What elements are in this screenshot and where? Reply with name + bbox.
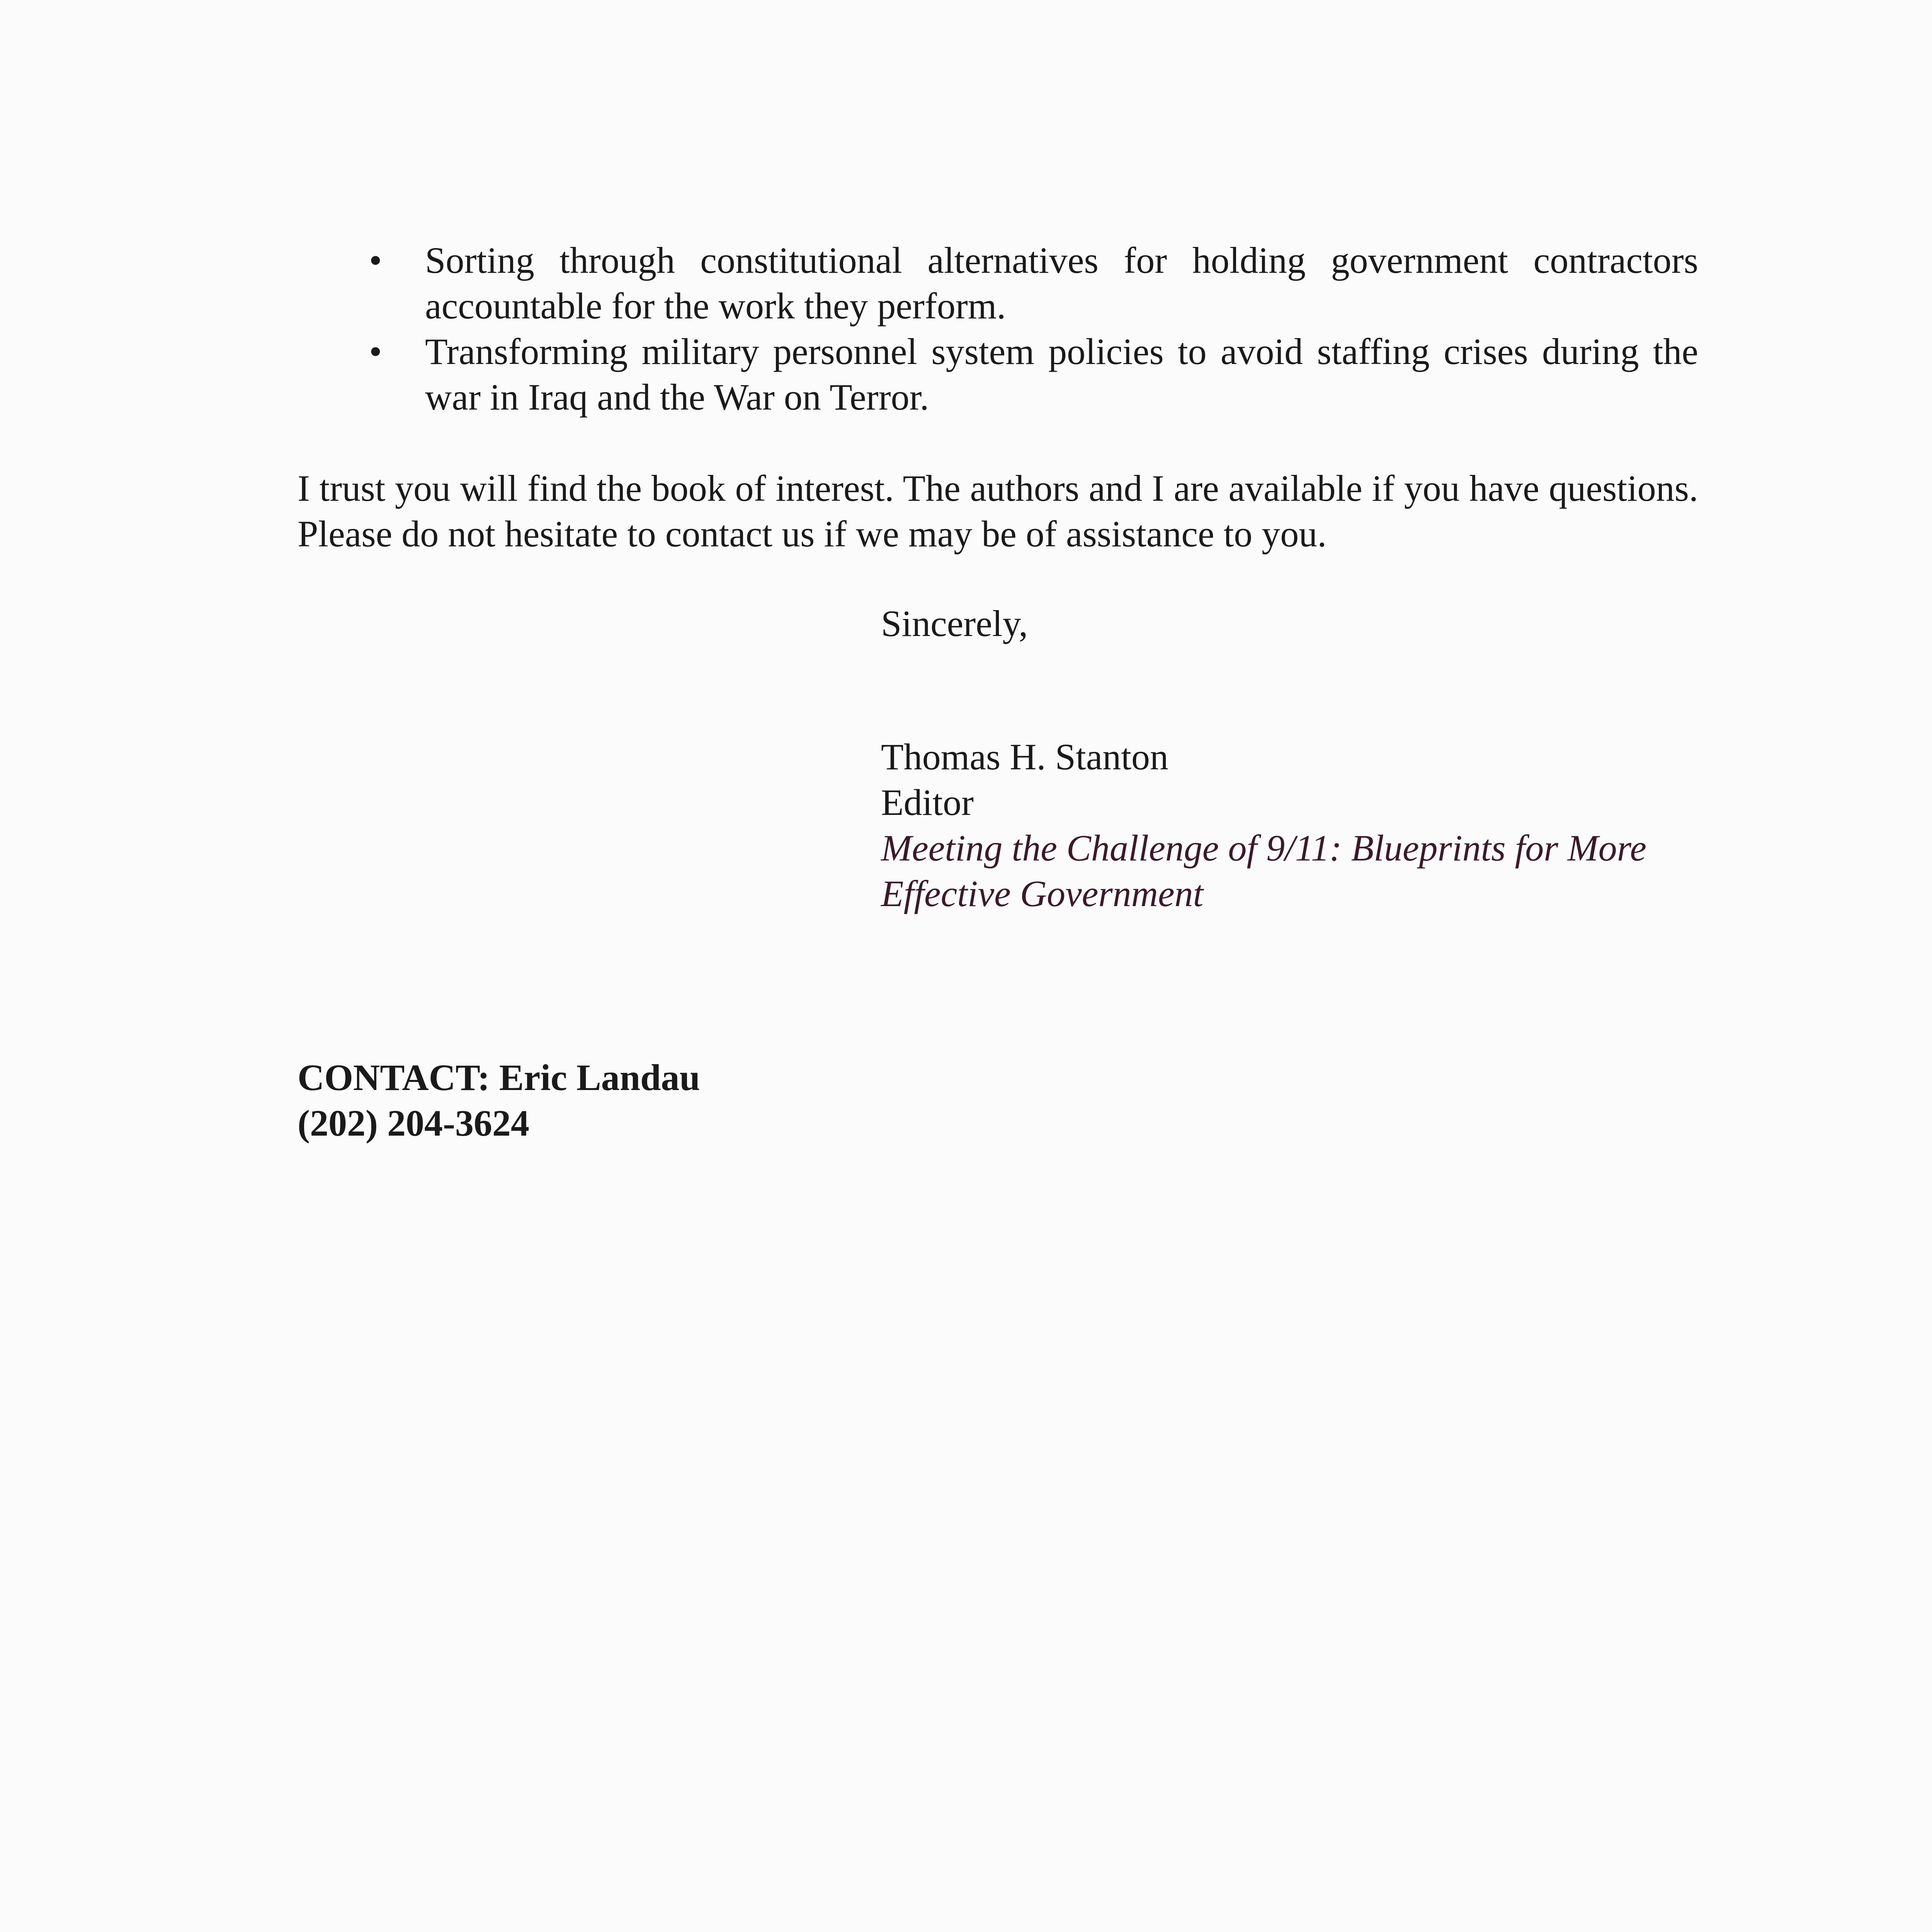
body-paragraph: I trust you will find the book of interest. The authors and I are available if you have questions. Please do not hesitate to contact us if we may be of assistance to you. [298, 468, 1698, 554]
bullet-icon: • [369, 331, 382, 372]
bullet-icon: • [369, 240, 382, 281]
contact-block [298, 1055, 700, 1146]
list-item [369, 238, 1698, 329]
signature-name: Thomas H. Stanton [881, 736, 1168, 777]
contact-label: CONTACT: Eric Landau [298, 1057, 700, 1098]
bullet-list [369, 238, 1698, 420]
list-item [369, 329, 1698, 420]
closing-salutation: Sincerely, [881, 603, 1028, 644]
book-title-line-2: Effective Government [881, 873, 1204, 914]
bullet-text: Transforming military personnel system policies to avoid staffing crises during the war in Iraq and the War on Terror. [425, 331, 1698, 418]
signature-block [881, 734, 1712, 917]
book-title-line-1: Meeting the Challenge of 9/11: Blueprints for More [881, 827, 1646, 869]
signature-role: Editor [881, 782, 974, 823]
contact-phone: (202) 204-3624 [298, 1102, 529, 1144]
bullet-text: Sorting through constitutional alternatives for holding government contractors accountable for the work they perform. [425, 240, 1698, 327]
